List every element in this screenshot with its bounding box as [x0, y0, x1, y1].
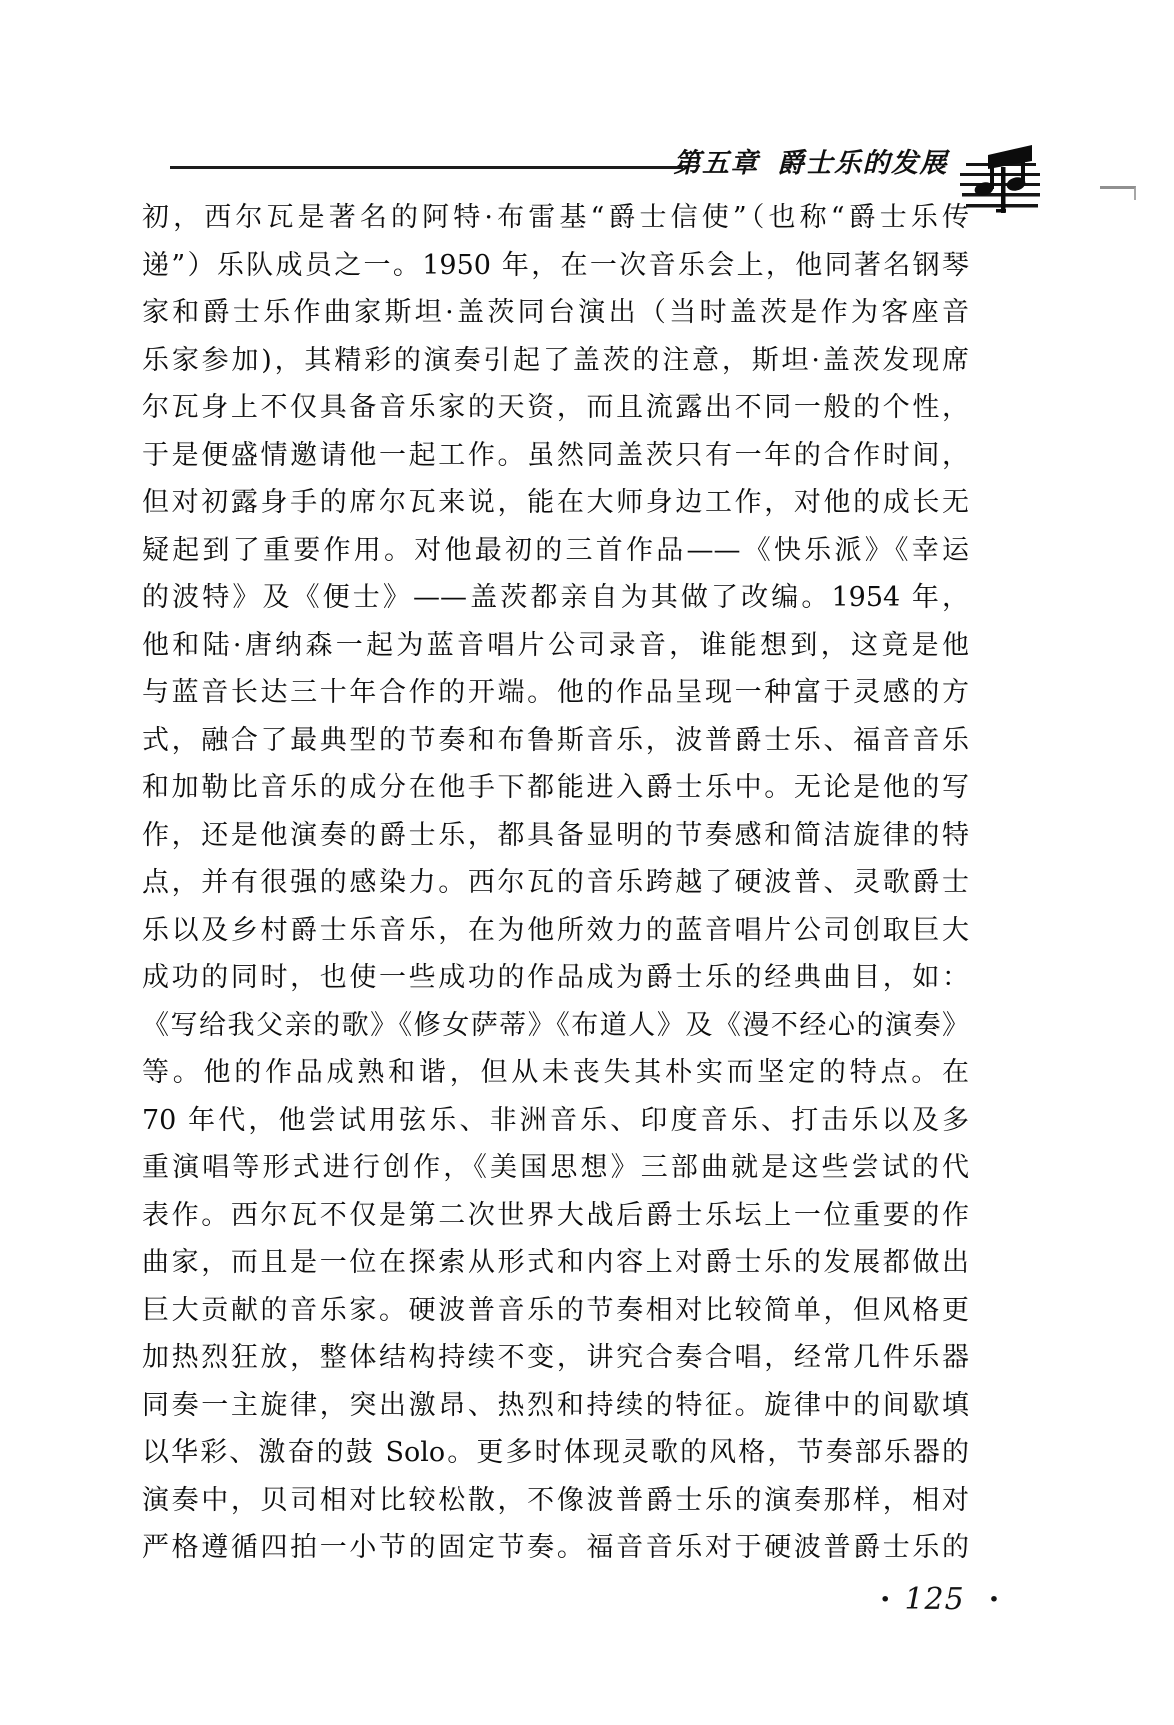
body-text-line: 等。他的作品成熟和谐，但从未丧失其朴实而坚定的特点。在 — [142, 1057, 969, 1088]
body-text-line: 尔瓦身上不仅具备音乐家的天资，而且流露出不同一般的个性， — [142, 392, 969, 423]
body-text-line: 曲家，而且是一位在探索从形式和内容上对爵士乐的发展都做出 — [142, 1247, 969, 1278]
body-text-line: 70 年代，他尝试用弦乐、非洲音乐、印度音乐、打击乐以及多 — [142, 1104, 969, 1136]
header-rule — [170, 166, 683, 169]
body-text-line: 成功的同时，也使一些成功的作品成为爵士乐的经典曲目，如： — [142, 962, 969, 993]
body-text-line: 重演唱等形式进行创作，《美国思想》三部曲就是这些尝试的代 — [142, 1152, 969, 1183]
body-text-line: 作，还是他演奏的爵士乐，都具备显明的节奏感和简洁旋律的特 — [142, 819, 969, 851]
music-notes-icon — [956, 137, 1044, 217]
body-text-line: 和加勒比音乐的成分在他手下都能进入爵士乐中。无论是他的写 — [142, 772, 969, 803]
body-text-line: 巨大贡献的音乐家。硬波普音乐的节奏相对比较简单，但风格更 — [142, 1294, 969, 1326]
body-text-line: 点，并有很强的感染力。西尔瓦的音乐跨越了硬波普、灵歌爵士 — [142, 867, 969, 898]
body-text-line: 初，西尔瓦是著名的阿特·布雷基“爵士信使”（也称“爵士乐传 — [142, 202, 969, 233]
body-text-line: 加热烈狂放，整体结构持续不变，讲究合奏合唱，经常几件乐器 — [142, 1342, 969, 1373]
page-number-dot-left: · — [880, 1582, 891, 1617]
chapter-number: 第五章 — [673, 148, 759, 179]
page-number — [880, 1582, 999, 1617]
body-text-line: 但对初露身手的席尔瓦来说，能在大师身边工作，对他的成长无 — [142, 487, 969, 518]
body-text-line: 于是便盛情邀请他一起工作。虽然同盖茨只有一年的合作时间， — [142, 439, 969, 471]
body-text-line: 乐家参加)，其精彩的演奏引起了盖茨的注意，斯坦·盖茨发现席 — [142, 344, 969, 376]
body-text-line: 家和爵士乐作曲家斯坦·盖茨同台演出（当时盖茨是作为客座音 — [142, 297, 969, 328]
body-text-line: 式，融合了最典型的节奏和布鲁斯音乐，波普爵士乐、福音音乐 — [142, 724, 969, 756]
body-text — [142, 194, 969, 1572]
body-text-line: 递”）乐队成员之一。1950 年，在一次音乐会上，他同著名钢琴 — [142, 249, 969, 281]
scan-artifact — [1100, 186, 1136, 200]
page-number-value: 125 — [904, 1582, 965, 1617]
page-number-dot-right: · — [988, 1582, 1000, 1617]
body-text-line: 演奏中，贝司相对比较松散，不像波普爵士乐的演奏那样，相对 — [142, 1484, 969, 1516]
body-text-line: 与蓝音长达三十年合作的开端。他的作品呈现一种富于灵感的方 — [142, 677, 969, 708]
body-text-line: 的波特》及《便士》——盖茨都亲自为其做了改编。1954 年， — [142, 582, 969, 613]
body-text-line: 同奏一主旋律，突出激昂、热烈和持续的特征。旋律中的间歇填 — [142, 1389, 969, 1421]
body-text-line: 《写给我父亲的歌》《修女萨蒂》《布道人》及《漫不经心的演奏》 — [142, 1009, 969, 1041]
body-text-line: 严格遵循四拍一小节的固定节奏。福音音乐对于硬波普爵士乐的 — [142, 1532, 969, 1563]
body-text-line: 他和陆·唐纳森一起为蓝音唱片公司录音，谁能想到，这竟是他 — [142, 629, 969, 661]
body-text-line: 疑起到了重要作用。对他最初的三首作品——《快乐派》《幸运 — [142, 534, 969, 566]
chapter-title: 爵士乐的发展 — [777, 148, 948, 179]
body-text-line: 乐以及乡村爵士乐音乐，在为他所效力的蓝音唱片公司创取巨大 — [142, 914, 969, 946]
body-text-line: 以华彩、激奋的鼓 Solo。更多时体现灵歌的风格，节奏部乐器的 — [142, 1437, 969, 1468]
chapter-heading — [674, 141, 949, 180]
body-text-line: 表作。西尔瓦不仅是第二次世界大战后爵士乐坛上一位重要的作 — [142, 1199, 969, 1231]
